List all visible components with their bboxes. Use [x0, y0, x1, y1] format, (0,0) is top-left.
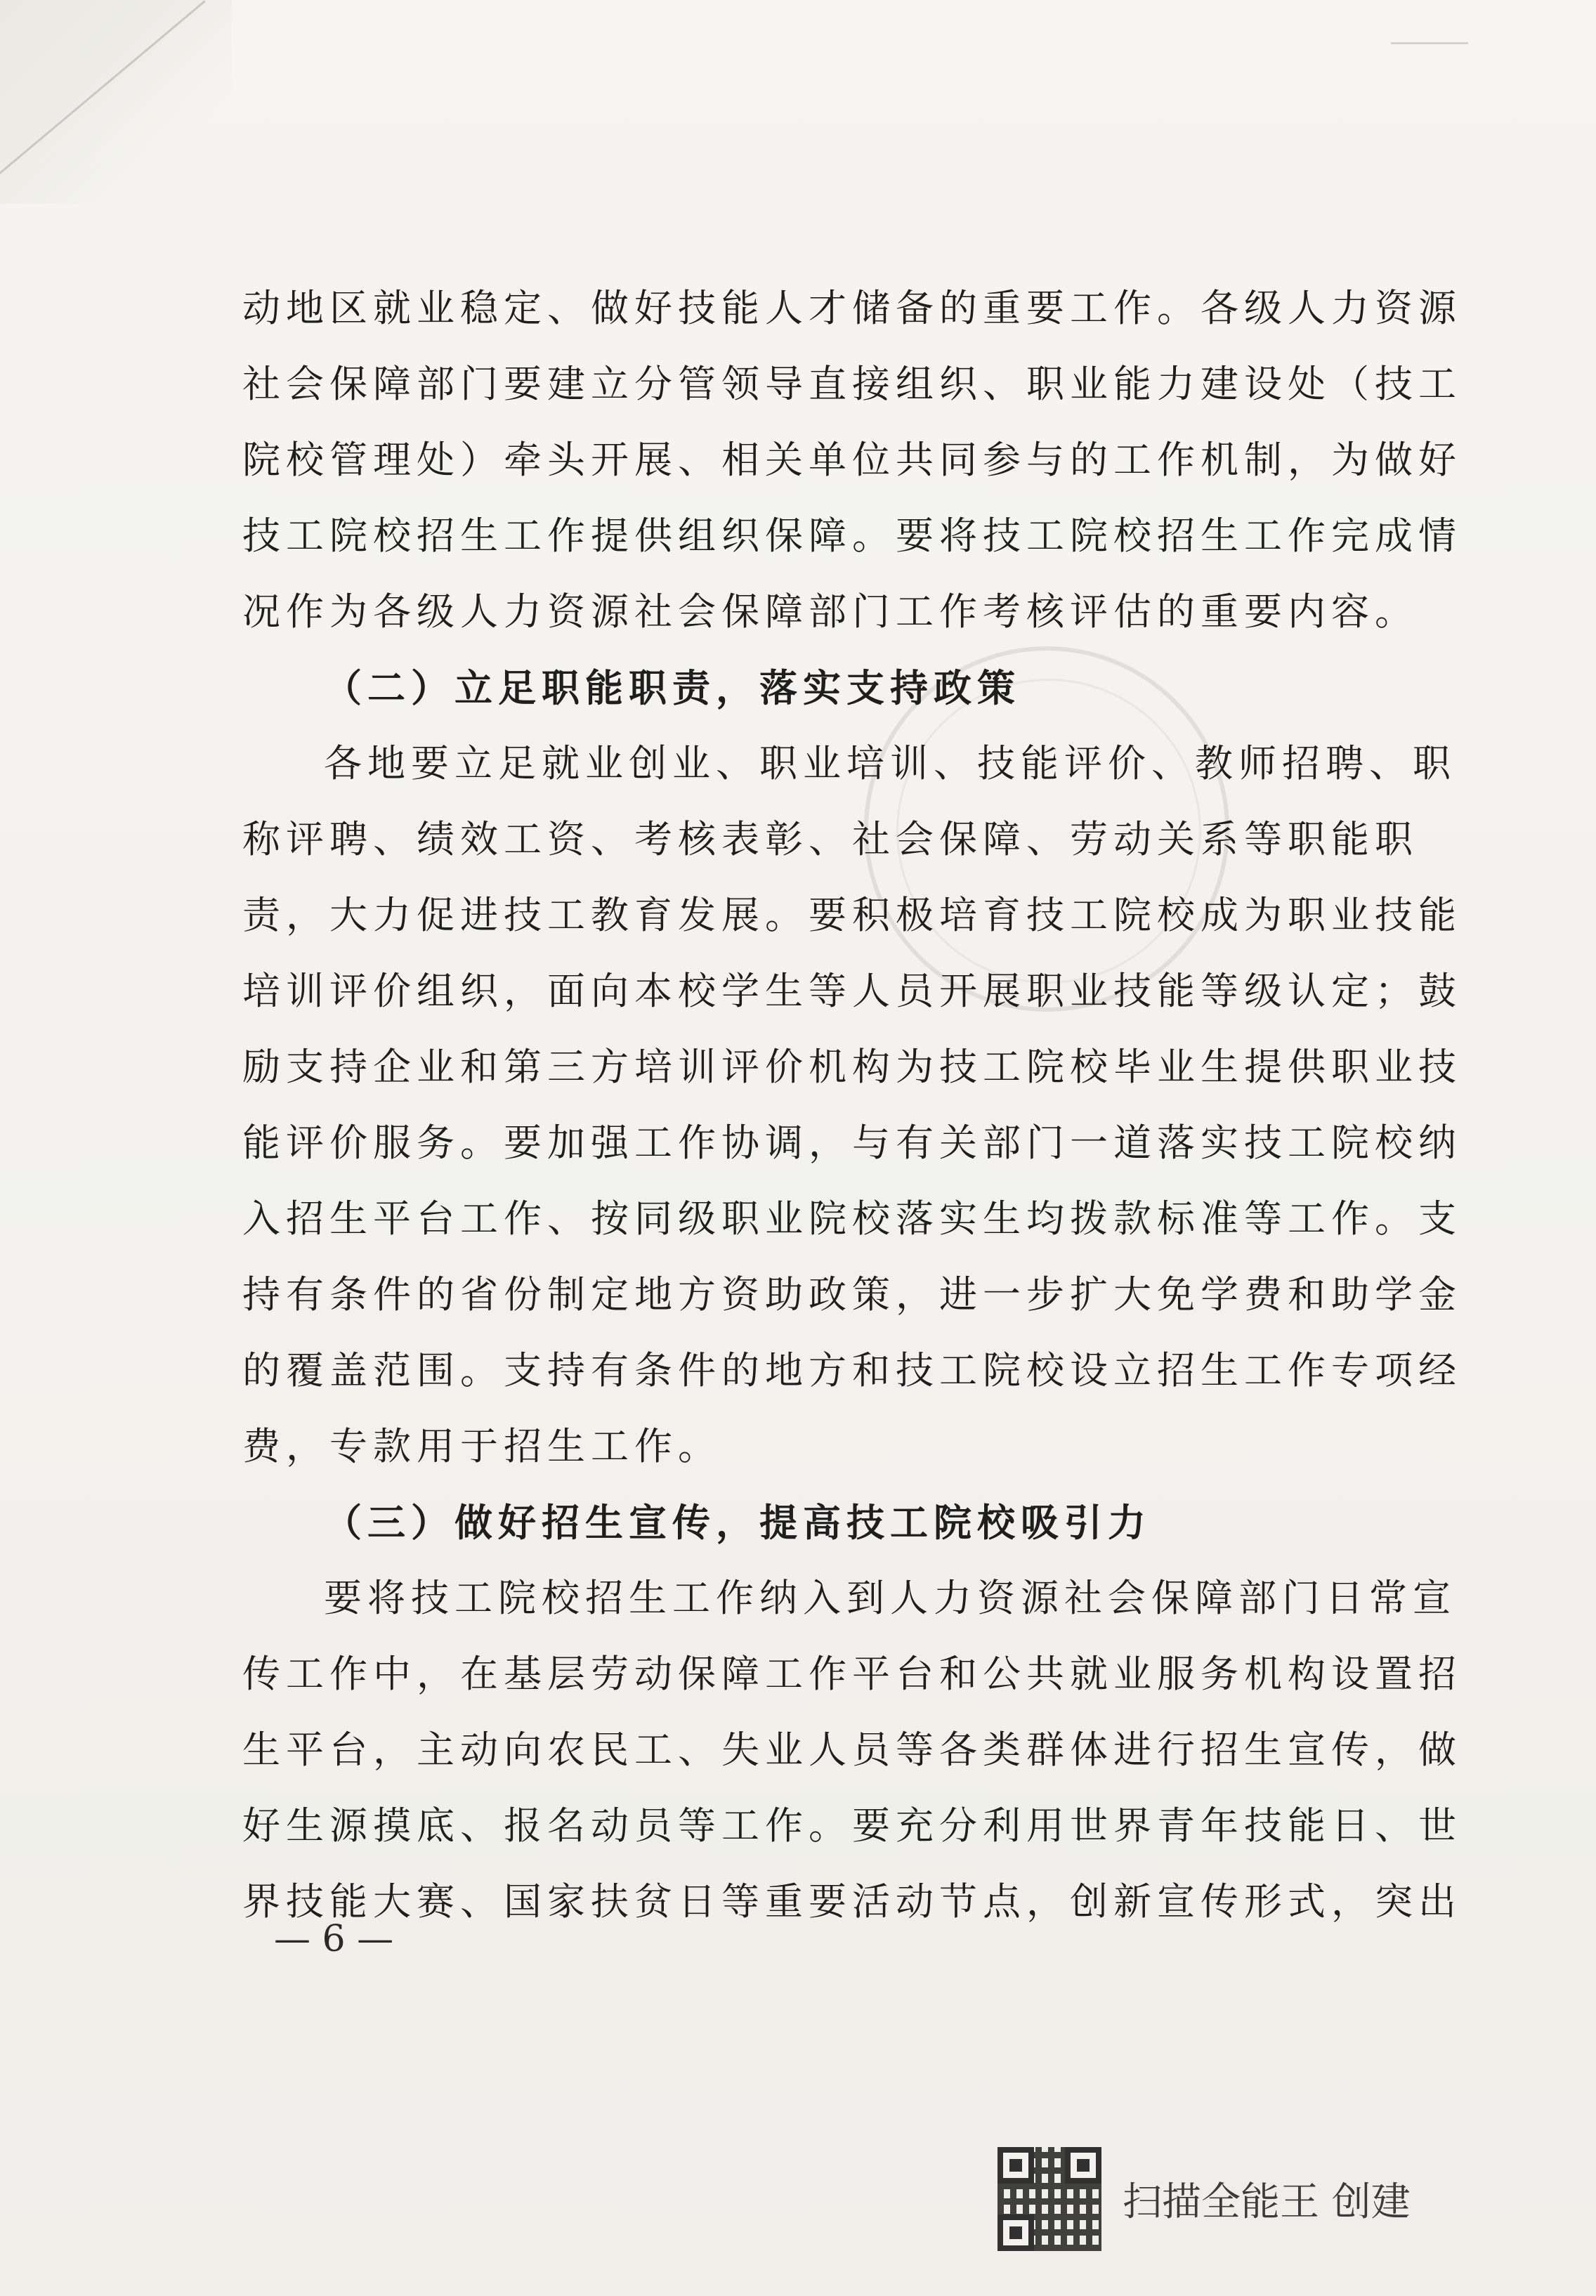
- qr-code-icon: [998, 2147, 1101, 2251]
- body-line: 动地区就业稳定、做好技能人才储备的重要工作。各级人力资源: [242, 286, 1462, 330]
- body-line: 培训评价组织，面向本校学生等人员开展职业技能等级认定；鼓: [242, 969, 1462, 1013]
- qr-finder-pattern: [1065, 2147, 1101, 2184]
- qr-finder-pattern: [998, 2147, 1034, 2184]
- body-line: 励支持企业和第三方培训评价机构为技工院校毕业生提供职业技: [242, 1045, 1462, 1089]
- body-line: 院校管理处）牵头开展、相关单位共同参与的工作机制，为做好: [242, 438, 1462, 482]
- body-line: 称评聘、绩效工资、考核表彰、社会保障、劳动关系等职能职: [242, 817, 1418, 861]
- body-line: 持有条件的省份制定地方资助政策，进一步扩大免学费和助学金: [242, 1272, 1462, 1317]
- body-line: 生平台，主动向农民工、失业人员等各类群体进行招生宣传，做: [242, 1728, 1462, 1772]
- body-line: 技工院校招生工作提供组织保障。要将技工院校招生工作完成情: [242, 514, 1462, 558]
- scanner-watermark: [998, 2146, 1411, 2252]
- page-number: — 6 —: [274, 1918, 394, 1960]
- body-line: 传工作中，在基层劳动保障工作平台和公共就业服务机构设置招: [242, 1652, 1462, 1696]
- top-edge-mark: [1391, 42, 1468, 44]
- body-line: 好生源摸底、报名动员等工作。要充分利用世界青年技能日、世: [242, 1803, 1462, 1848]
- body-line: 的覆盖范围。支持有条件的地方和技工院校设立招生工作专项经: [242, 1348, 1462, 1392]
- body-line: 要将技工院校招生工作纳入到人力资源社会保障部门日常宣: [324, 1576, 1456, 1620]
- body-line: 责，大力促进技工教育发展。要积极培育技工院校成为职业技能: [242, 893, 1462, 937]
- body-line: 费，专款用于招生工作。: [242, 1424, 721, 1468]
- folded-corner: [0, 0, 232, 204]
- document-body: [242, 270, 1462, 1940]
- body-line: 况作为各级人力资源社会保障部门工作考核评估的重要内容。: [242, 589, 1418, 634]
- watermark-label: 扫描全能王 创建: [1123, 2179, 1411, 2225]
- body-line: 社会保障部门要建立分管领导直接组织、职业能力建设处（技工: [242, 362, 1462, 406]
- section-heading-2: （二）立足职能职责，落实支持政策: [324, 665, 1021, 710]
- section-heading-3: （三）做好招生宣传，提高技工院校吸引力: [324, 1500, 1151, 1545]
- body-line: 入招生平台工作、按同级职业院校落实生均拨款标准等工作。支: [242, 1196, 1462, 1241]
- body-line: 能评价服务。要加强工作协调，与有关部门一道落实技工院校纳: [242, 1121, 1462, 1165]
- body-line: 界技能大赛、国家扶贫日等重要活动节点，创新宣传形式，突出: [242, 1879, 1462, 1924]
- qr-finder-pattern: [998, 2215, 1034, 2251]
- body-line: 各地要立足就业创业、职业培训、技能评价、教师招聘、职: [324, 741, 1456, 785]
